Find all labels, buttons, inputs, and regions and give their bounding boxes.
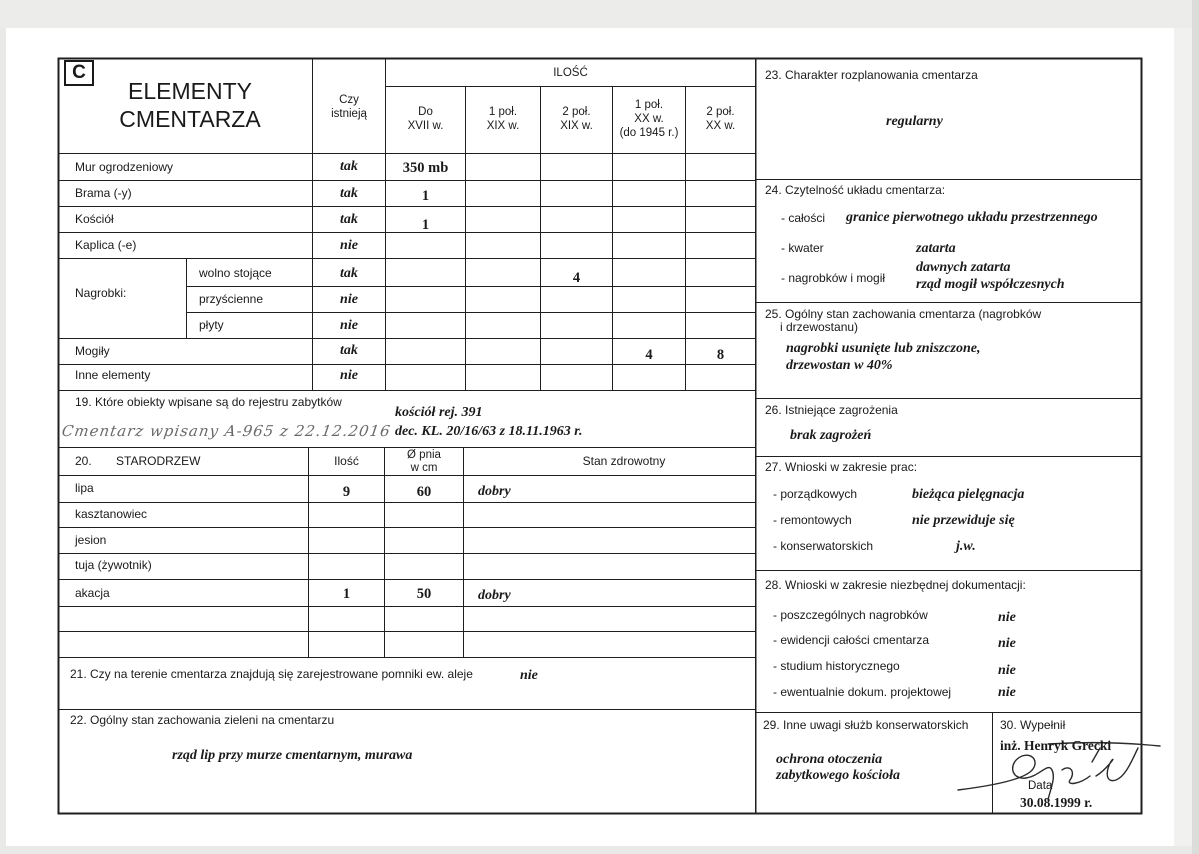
- q24-graves-value: dawnych zatarta: [916, 260, 1011, 275]
- trees-diameter-header: Ø pnia: [407, 449, 441, 461]
- register-entry: kościół rej. 391: [395, 405, 483, 420]
- trees-section-title: STARODRZEW: [116, 454, 201, 468]
- q24-quarters-value: zatarta: [916, 241, 956, 256]
- signature-stroke: [958, 755, 1053, 800]
- q30-label: 30. Wypełnił: [1000, 718, 1066, 732]
- period-header: 2 poł.: [706, 106, 735, 118]
- quantity-header: ILOŚĆ: [553, 67, 588, 79]
- tree-count: 1: [342, 586, 351, 602]
- q29-value: ochrona otoczenia: [776, 752, 883, 767]
- q28-item-value: nie: [998, 636, 1016, 651]
- element-exists: tak: [340, 266, 358, 281]
- tree-health: dobry: [478, 484, 511, 499]
- element-quantity: 1: [421, 188, 430, 204]
- tree-name: tuja (żywotnik): [75, 558, 152, 572]
- gravestones-group-label: Nagrobki:: [75, 286, 127, 300]
- element-quantity: 4: [645, 347, 653, 363]
- q22-label: 22. Ogólny stan zachowania zieleni na cmentarzu: [70, 713, 335, 727]
- element-label: Mur ogrodzeniowy: [75, 160, 174, 174]
- q29-label: 29. Inne uwagi służb konserwatorskich: [763, 718, 969, 732]
- q24-quarters-label: - kwater: [781, 241, 824, 255]
- section-title-line2: CMENTARZA: [119, 106, 261, 132]
- q24-whole-label: - całości: [781, 211, 826, 225]
- section-c-badge: C: [64, 60, 94, 86]
- period-header: Do: [418, 106, 433, 118]
- q28-item-label: - ewidencji całości cmentarza: [773, 633, 930, 647]
- tree-name: kasztanowiec: [75, 507, 148, 521]
- period-header: (do 1945 r.): [619, 127, 679, 139]
- tree-name: lipa: [75, 481, 94, 495]
- q21-value: nie: [520, 668, 538, 683]
- q28-item-label: - poszczególnych nagrobków: [773, 608, 928, 622]
- q30-date: 30.08.1999 r.: [1020, 795, 1093, 810]
- exists-header-line2: istnieją: [331, 108, 367, 120]
- period-header: XX w.: [634, 113, 664, 125]
- period-header: 1 poł.: [634, 99, 664, 111]
- element-quantity: 1: [421, 217, 430, 233]
- period-header: XX w.: [705, 120, 736, 132]
- trees-diameter-header: w cm: [410, 462, 438, 474]
- q24-graves-label: - nagrobków i mogił: [781, 271, 886, 285]
- q25-label: i drzewostanu): [780, 320, 859, 334]
- signature-stroke: [1062, 768, 1090, 784]
- q28-item-label: - studium historycznego: [773, 659, 900, 673]
- element-label: Kościół: [75, 212, 114, 226]
- section-title-line1: ELEMENTY: [128, 78, 252, 104]
- q26-label: 26. Istniejące zagrożenia: [765, 403, 898, 417]
- q22-value: rząd lip przy murze cmentarnym, murawa: [172, 748, 413, 763]
- q25-label: 25. Ogólny stan zachowania cmentarza (nagrobków: [765, 307, 1042, 321]
- register-label: 19. Które obiekty wpisane są do rejestru zabytków: [75, 395, 342, 409]
- q28-item-label: - ewentualnie dokum. projektowej: [773, 685, 952, 699]
- element-exists: tak: [340, 186, 358, 201]
- q23-value: regularny: [886, 114, 943, 129]
- element-quantity: 4: [572, 270, 581, 286]
- period-header: 2 poł.: [562, 106, 591, 118]
- q29-value: zabytkowego kościoła: [776, 768, 901, 783]
- tree-count: 9: [342, 484, 351, 500]
- trees-health-header: Stan zdrowotny: [582, 454, 666, 468]
- q21-label: 21. Czy na terenie cmentarza znajdują się zarejestrowane pomniki ew. aleje: [70, 667, 473, 681]
- q27-renovation-label: - remontowych: [773, 513, 852, 527]
- element-label: Kaplica (-e): [75, 238, 137, 252]
- period-header: XVII w.: [407, 120, 444, 132]
- element-label: Brama (-y): [75, 186, 132, 200]
- q25-value: drzewostan w 40%: [786, 358, 893, 373]
- element-exists: nie: [340, 368, 358, 383]
- element-label: przyścienne: [199, 292, 264, 306]
- element-exists: nie: [340, 318, 358, 333]
- element-quantity: 350 mb: [402, 160, 449, 176]
- element-label: Mogiły: [75, 344, 110, 358]
- q28-item-value: nie: [998, 663, 1016, 678]
- element-label: wolno stojące: [199, 266, 272, 280]
- q27-conservation-value: j.w.: [956, 539, 976, 554]
- q25-value: nagrobki usunięte lub zniszczone,: [786, 341, 981, 356]
- q24-label: 24. Czytelność układu cmentarza:: [765, 183, 946, 197]
- q27-conservation-label: - konserwatorskich: [773, 539, 874, 553]
- period-header: XIX w.: [560, 120, 593, 132]
- trees-section-number: 20.: [75, 454, 92, 468]
- q27-label: 27. Wnioski w zakresie prac:: [765, 460, 918, 474]
- q27-renovation-value: nie przewiduje się: [912, 513, 1015, 528]
- register-pencil-note: Cmentarz wpisany A-965 z 22.12.2016: [60, 422, 392, 440]
- q24-graves-value: rząd mogił współczesnych: [916, 277, 1065, 292]
- period-header: 1 poł.: [488, 106, 518, 118]
- q24-whole-value: granice pierwotnego układu przestrzennego: [846, 210, 1098, 225]
- q27-ordering-value: bieżąca pielęgnacja: [912, 487, 1025, 502]
- trees-count-header: Ilość: [334, 454, 359, 468]
- register-entry: dec. KL. 20/16/63 z 18.11.1963 r.: [395, 424, 583, 439]
- tree-diameter: 60: [416, 484, 432, 500]
- element-exists: nie: [340, 238, 358, 253]
- tree-name: akacja: [75, 586, 110, 600]
- q27-ordering-label: - porządkowych: [773, 487, 858, 501]
- q26-value: brak zagrożeń: [790, 428, 872, 443]
- element-label: płyty: [199, 318, 224, 332]
- q28-item-value: nie: [998, 685, 1016, 700]
- q30-date-label: Data: [1028, 780, 1053, 792]
- element-exists: tak: [340, 343, 358, 358]
- element-label: Inne elementy: [75, 368, 151, 382]
- element-exists: tak: [340, 212, 358, 227]
- tree-name: jesion: [75, 533, 107, 547]
- q28-item-value: nie: [998, 610, 1016, 625]
- q23-label: 23. Charakter rozplanowania cmentarza: [765, 68, 978, 82]
- element-exists: tak: [340, 159, 358, 174]
- tree-health: dobry: [478, 588, 511, 603]
- q30-filled-by-name: inż. Henryk Grecki: [1000, 738, 1112, 753]
- period-header: XIX w.: [486, 120, 520, 132]
- element-quantity: 8: [716, 347, 725, 363]
- element-exists: nie: [340, 292, 358, 307]
- q28-label: 28. Wnioski w zakresie niezbędnej dokumentacji:: [765, 578, 1026, 592]
- exists-header-line1: Czy: [339, 94, 359, 106]
- tree-diameter: 50: [416, 586, 432, 602]
